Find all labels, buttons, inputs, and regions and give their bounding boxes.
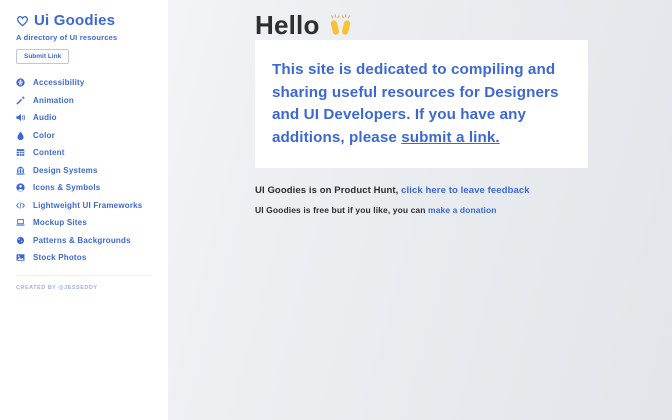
laptop-icon	[16, 218, 25, 227]
intro-card	[255, 40, 588, 168]
sidebar-item-mockup-sites[interactable]	[16, 214, 152, 232]
speaker-icon	[16, 113, 25, 122]
accessibility-icon	[16, 78, 25, 87]
credit-text: CREATED BY @JESSEDDY	[16, 284, 98, 291]
sidebar-item-label: Design Systems	[33, 165, 98, 175]
droplet-icon	[16, 131, 25, 140]
sidebar-item-label: Patterns & Backgrounds	[33, 235, 131, 245]
submit-link-button[interactable]: Submit Link	[16, 49, 69, 64]
intro-text: This site is dedicated to compiling and sharing useful resources for Designers and UI Developers. If you have any additions, please	[272, 61, 559, 146]
photo-icon	[16, 253, 25, 262]
sidebar-nav	[16, 74, 152, 267]
code-icon	[16, 201, 25, 210]
raising-hands-emoji	[327, 13, 354, 37]
greeting-text: Hello	[255, 9, 320, 40]
sidebar-item-label: Color	[33, 130, 55, 140]
building-icon	[16, 166, 25, 175]
donation-text: UI Goodies is free but if you like, you can	[255, 205, 429, 215]
submit-a-link-link[interactable]: submit a link.	[401, 128, 500, 146]
sidebar-item-label: Stock Photos	[33, 253, 87, 263]
app-subtitle: A directory of UI resources	[16, 33, 118, 42]
sidebar-item-lightweight-ui-frameworks[interactable]	[16, 197, 152, 215]
sidebar-item-label: Mockup Sites	[33, 218, 87, 228]
logo-link[interactable]	[16, 12, 152, 29]
intro-paragraph	[272, 59, 571, 149]
sidebar-item-patterns-backgrounds[interactable]	[16, 232, 152, 250]
product-hunt-line	[255, 185, 672, 196]
sidebar-item-label: Audio	[33, 113, 57, 123]
sidebar-item-stock-photos[interactable]	[16, 249, 152, 267]
product-hunt-feedback-link[interactable]: click here to leave feedback	[401, 185, 530, 196]
app-title: Ui Goodies	[34, 12, 116, 29]
sidebar-item-icons-symbols[interactable]	[16, 179, 152, 197]
circle-icon	[16, 236, 25, 245]
magic-wand-icon	[16, 96, 25, 105]
page-title	[255, 10, 672, 40]
sidebar-item-animation[interactable]	[16, 92, 152, 110]
sidebar-item-design-systems[interactable]	[16, 162, 152, 180]
sidebar-item-accessibility[interactable]	[16, 74, 152, 92]
product-hunt-text: UI Goodies is on Product Hunt,	[255, 185, 402, 196]
sidebar-item-label: Accessibility	[33, 78, 85, 88]
sidebar	[0, 0, 168, 420]
sidebar-item-content[interactable]	[16, 144, 152, 162]
user-circle-icon	[16, 183, 25, 192]
sidebar-item-label: Lightweight UI Frameworks	[33, 200, 143, 210]
sidebar-divider	[16, 275, 152, 276]
table-icon	[16, 148, 25, 157]
main-content	[168, 0, 672, 420]
donation-line	[255, 205, 672, 215]
sidebar-item-audio[interactable]	[16, 109, 152, 127]
make-a-donation-link[interactable]: make a donation	[428, 205, 497, 215]
heart-icon	[16, 15, 29, 27]
sidebar-item-label: Icons & Symbols	[33, 183, 101, 193]
sidebar-item-label: Animation	[33, 95, 74, 105]
sidebar-item-label: Content	[33, 148, 65, 158]
sidebar-item-color[interactable]	[16, 127, 152, 145]
